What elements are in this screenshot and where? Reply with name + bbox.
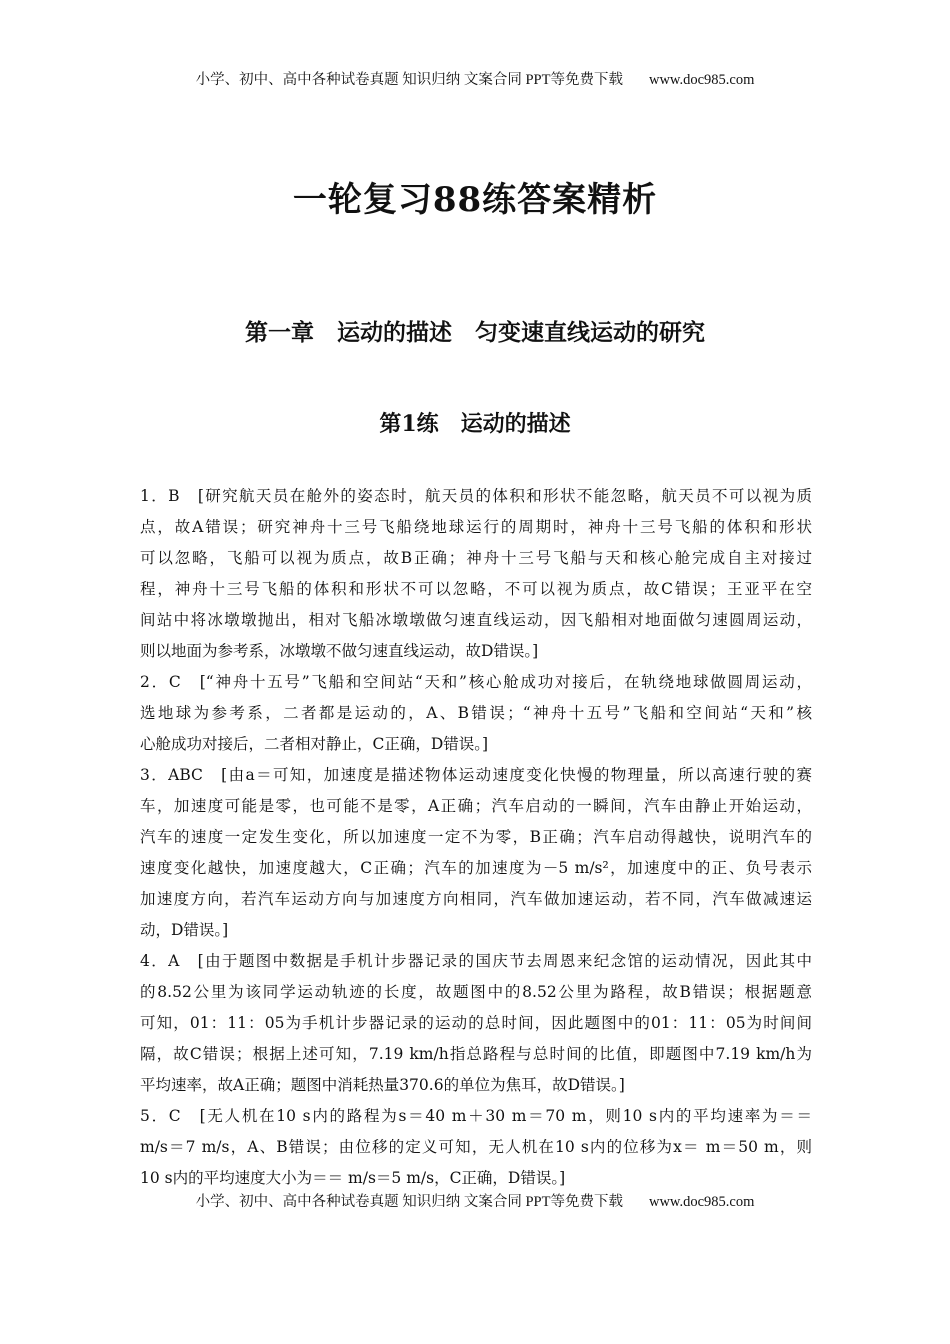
chapter-heading: 第一章 运动的描述 匀变速直线运动的研究	[245, 319, 705, 346]
footer-url: www.doc985.com	[648, 1194, 755, 1210]
footer-text: 小学、初中、高中各种试卷真题 知识归纳 文案合同 PPT等免费下载	[195, 1194, 623, 1210]
answer-line: 选地球为参考系，二者都是运动的，A、B错误；“神舟十五号”飞船和空间站“天和”核	[140, 704, 812, 722]
header-text: 小学、初中、高中各种试卷真题 知识归纳 文案合同 PPT等免费下载	[195, 72, 623, 88]
answer-line: 则以地面为参考系，冰墩墩不做匀速直线运动，故D错误。]	[140, 642, 539, 660]
section-heading: 第1练 运动的描述	[379, 411, 571, 437]
answers-body	[140, 481, 812, 1194]
answer-item	[140, 1101, 812, 1194]
page-footer	[0, 1190, 950, 1211]
answer-item	[140, 667, 812, 760]
answer-line: 隔，故C错误；根据上述可知，7.19 km/h指总路程与总时间的比值，即题图中7.19 km/h为	[140, 1045, 812, 1063]
page-header	[0, 68, 950, 89]
answer-line: 10 s内的平均速度大小为＝＝ m/s＝5 m/s，C正确，D错误。]	[140, 1169, 566, 1187]
answer-line: 可以忽略，飞船可以视为质点，故B正确；神舟十三号飞船与天和核心舱完成自主对接过	[140, 549, 812, 567]
header-url: www.doc985.com	[648, 72, 755, 88]
answer-line: 动，D错误。]	[140, 921, 229, 939]
answer-line: 程，神舟十三号飞船的体积和形状不可以忽略，不可以视为质点，故C错误；王亚平在空	[140, 580, 812, 598]
answer-line: 可知，01：11：05为手机计步器记录的运动的总时间，因此题图中的01：11：05为时间间	[140, 1014, 812, 1032]
answer-line: 心舱成功对接后，二者相对静止，C正确，D错误。]	[140, 735, 489, 753]
answer-line: 3．ABC [由a＝可知，加速度是描述物体运动速度变化快慢的物理量，所以高速行驶的赛	[140, 766, 812, 784]
answer-line: 汽车的速度一定发生变化，所以加速度一定不为零，B正确；汽车启动得越快，说明汽车的	[140, 828, 812, 846]
answer-line: 间站中将冰墩墩抛出，相对飞船冰墩墩做匀速直线运动，因飞船相对地面做匀速圆周运动，	[140, 611, 812, 629]
answer-line: 点，故A错误；研究神舟十三号飞船绕地球运行的周期时，神舟十三号飞船的体积和形状	[140, 518, 812, 536]
answer-line: 平均速率，故A正确；题图中消耗热量370.6的单位为焦耳，故D错误。]	[140, 1076, 625, 1094]
answer-item	[140, 946, 812, 1101]
answer-line: m/s＝7 m/s，A、B错误；由位移的定义可知，无人机在10 s内的位移为x＝ m＝50 m，则	[140, 1138, 812, 1156]
document-title: 一轮复习88练答案精析	[292, 180, 658, 220]
answer-line: 的8.52公里为该同学运动轨迹的长度，故题图中的8.52公里为路程，故B错误；根据题意	[140, 983, 812, 1001]
answer-line: 2．C [“神舟十五号”飞船和空间站“天和”核心舱成功对接后，在轨绕地球做圆周运动，	[140, 673, 812, 691]
answer-item	[140, 760, 812, 946]
answer-item	[140, 481, 812, 667]
answer-line: 车，加速度可能是零，也可能不是零，A正确；汽车启动的一瞬间，汽车由静止开始运动，	[140, 797, 812, 815]
answer-line: 速度变化越快，加速度越大，C正确；汽车的加速度为－5 m/s²，加速度中的正、负号表示	[140, 859, 812, 877]
answer-line: 5．C [无人机在10 s内的路程为s＝40 m＋30 m＝70 m，则10 s内的平均速率为＝＝	[140, 1107, 812, 1125]
answer-line: 1．B [研究航天员在舱外的姿态时，航天员的体积和形状不能忽略，航天员不可以视为质	[140, 487, 812, 505]
answer-line: 4．A [由于题图中数据是手机计步器记录的国庆节去周恩来纪念馆的运动情况，因此其中	[140, 952, 812, 970]
answer-line: 加速度方向，若汽车运动方向与加速度方向相同，汽车做加速运动，若不同，汽车做减速运	[140, 890, 812, 908]
